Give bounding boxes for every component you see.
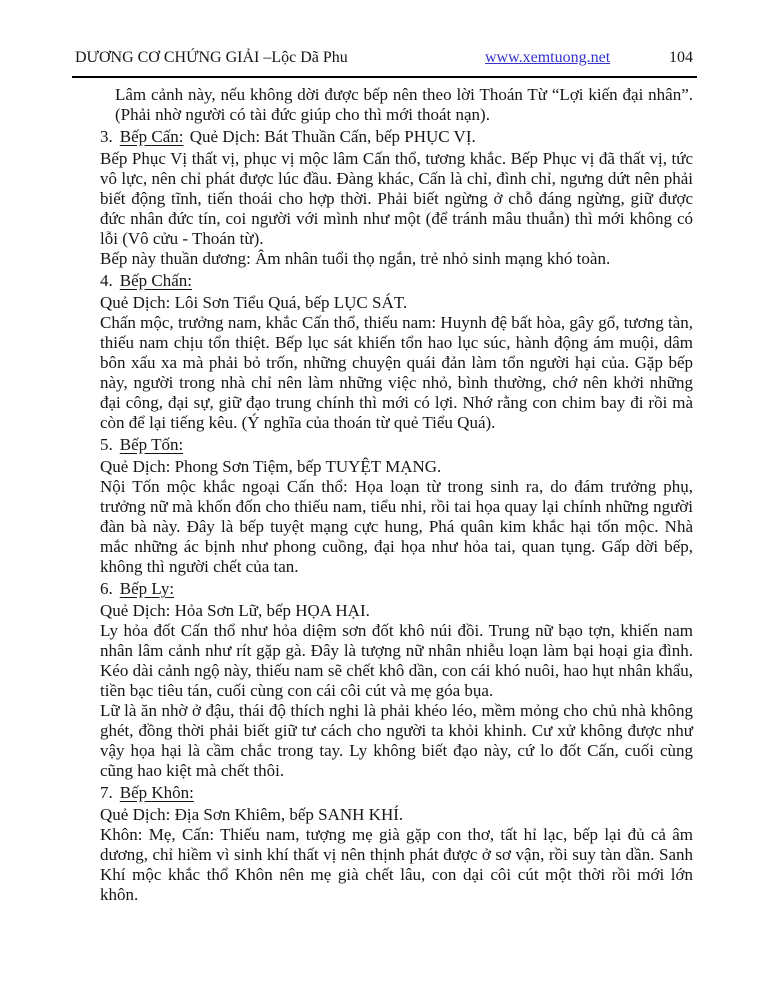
section-number: 6. (100, 579, 113, 598)
section-title: Bếp Khôn: (119, 783, 194, 802)
section-title: Bếp Cấn: (119, 127, 184, 146)
section-heading-3 (100, 127, 693, 147)
section-heading-rest: Quẻ Dịch: Bát Thuần Cấn, bếp PHỤC VỊ. (189, 127, 476, 146)
paragraph: Lữ là ăn nhờ ở đậu, thái độ thích nghi là phải khéo léo, mềm mỏng cho chủ nhà không ghét, đồng thời phải biết giữ tư cách cho người ta khỏi khinh. Cư xử không được như vậy họa hại là cầm chắc trong tay. Ly không biết đạo này, cứ lo đốt Cấn, cuối cùng cũng hao kiệt mà chết thôi. (100, 701, 693, 780)
paragraph: Quẻ Dịch: Lôi Sơn Tiểu Quá, bếp LỤC SÁT. (100, 293, 408, 312)
paragraph: Bếp này thuần dương: Âm nhân tuổi thọ ngắn, trẻ nhỏ sinh mạng khó toàn. (100, 249, 611, 268)
section-heading-5 (100, 435, 693, 455)
section-title: Bếp Chấn: (119, 271, 192, 290)
section-title: Bếp Ly: (119, 579, 175, 598)
paragraph: Quẻ Dịch: Địa Sơn Khiêm, bếp SANH KHÍ. (100, 805, 404, 824)
header-link[interactable]: www.xemtuong.net (485, 49, 611, 66)
header-divider (72, 76, 697, 78)
section-number: 7. (100, 783, 113, 802)
section-number: 4. (100, 271, 113, 290)
section-heading-6 (100, 579, 693, 599)
paragraph: Nội Tốn mộc khắc ngoại Cấn thổ: Họa loạn từ trong sinh ra, do đám trưởng phụ, trưởng nữ mà khốn đốn cho thiếu nam, tiểu nhi, rồi tai họa quay lại chính những người đàn bà này. Đây là bếp tuyệt mạng cực hung, Phá quân kim khắc hại tốn mộc. Nhà mắc những ác bịnh như phong cuồng, đại họa như hỏa tai, quan tụng. Gấp dời bếp, không thì người chết của tan. (100, 477, 693, 576)
page-header (75, 47, 693, 69)
section-number: 3. (100, 127, 113, 146)
page-number: 104 (669, 49, 693, 66)
paragraph: Ly hỏa đốt Cấn thổ như hỏa diệm sơn đốt khô núi đồi. Trung nữ bạo tợn, khiến nam nhân lâm cảnh như rít gặp gà. Đây là tượng nữ nhân nhiễu loạn làm bại hoại gia đình. Kéo dài cảnh ngộ này, thiếu nam sẽ chết khô dần, con cái khó nuôi, hao hụt nhân khẩu, tiền bạc tiêu tán, cuối cùng con cái côi cút và mẹ góa bụa. (100, 621, 693, 700)
paragraph: Quẻ Dịch: Phong Sơn Tiệm, bếp TUYỆT MẠNG. (100, 457, 442, 476)
book-title: DƯƠNG CƠ CHỨNG GIẢI –Lộc Dã Phu (75, 49, 348, 66)
paragraph: Chấn mộc, trưởng nam, khắc Cấn thổ, thiếu nam: Huynh đệ bất hòa, gây gổ, tương tàn, thiếu nam chịu tổn thiệt. Bếp lục sát khiến tổn hao lục súc, hành động ám muội, dâm bôn xấu xa mà phải bỏ trốn, những chuyện quái đản làm tổn người hại của. Gặp bếp này, người trong nhà chỉ nên làm những việc nhỏ, bình thường, chớ nên khởi những đại công, đại sự, giữ đạo trung chính thì mới có lợi. Nhớ rằng con chim bay đi rồi mà còn để lại tiếng kêu. (Ý nghĩa của thoán từ quẻ Tiểu Quá). (100, 313, 693, 432)
section-title: Bếp Tốn: (119, 435, 184, 454)
paragraph-continuation: Lâm cảnh này, nếu không dời được bếp nên theo lời Thoán Từ “Lợi kiến đại nhân”. (Phải nhờ người có tài đức giúp cho thì mới thoát nạn). (115, 85, 693, 124)
section-heading-4 (100, 271, 693, 291)
section-heading-7 (100, 783, 693, 803)
paragraph: Quẻ Dịch: Hỏa Sơn Lữ, bếp HỌA HẠI. (100, 601, 370, 620)
section-number: 5. (100, 435, 113, 454)
paragraph: Khôn: Mẹ, Cấn: Thiếu nam, tượng mẹ già gặp con thơ, tất hỉ lạc, bếp lại đủ cả âm dương, chỉ hiềm vì sinh khí thất vị nên thịnh phát được ở sơ vận, rồi suy tàn dần. Sanh Khí mộc khắc thổ Khôn nên mẹ già chết lâu, con dại côi cút một thời rồi mới lớn khôn. (100, 825, 693, 904)
page-body (100, 85, 693, 905)
paragraph: Bếp Phục Vị thất vị, phục vị mộc lâm Cấn thổ, tương khắc. Bếp Phục vị đã thất vị, tức vô lực, nên chỉ phát được lúc đầu. Đàng khác, Cấn là chỉ, đình chỉ, ngưng dứt nên phải biết động tĩnh, tiến thoái cho hợp thời. Phải biết ngừng ở chỗ đáng ngừng, giữ được đức nhân đức tín, coi người với mình như một (để tránh mâu thuẫn) thì mới không có lỗi (Vô cửu - Thoán từ). (100, 149, 693, 248)
